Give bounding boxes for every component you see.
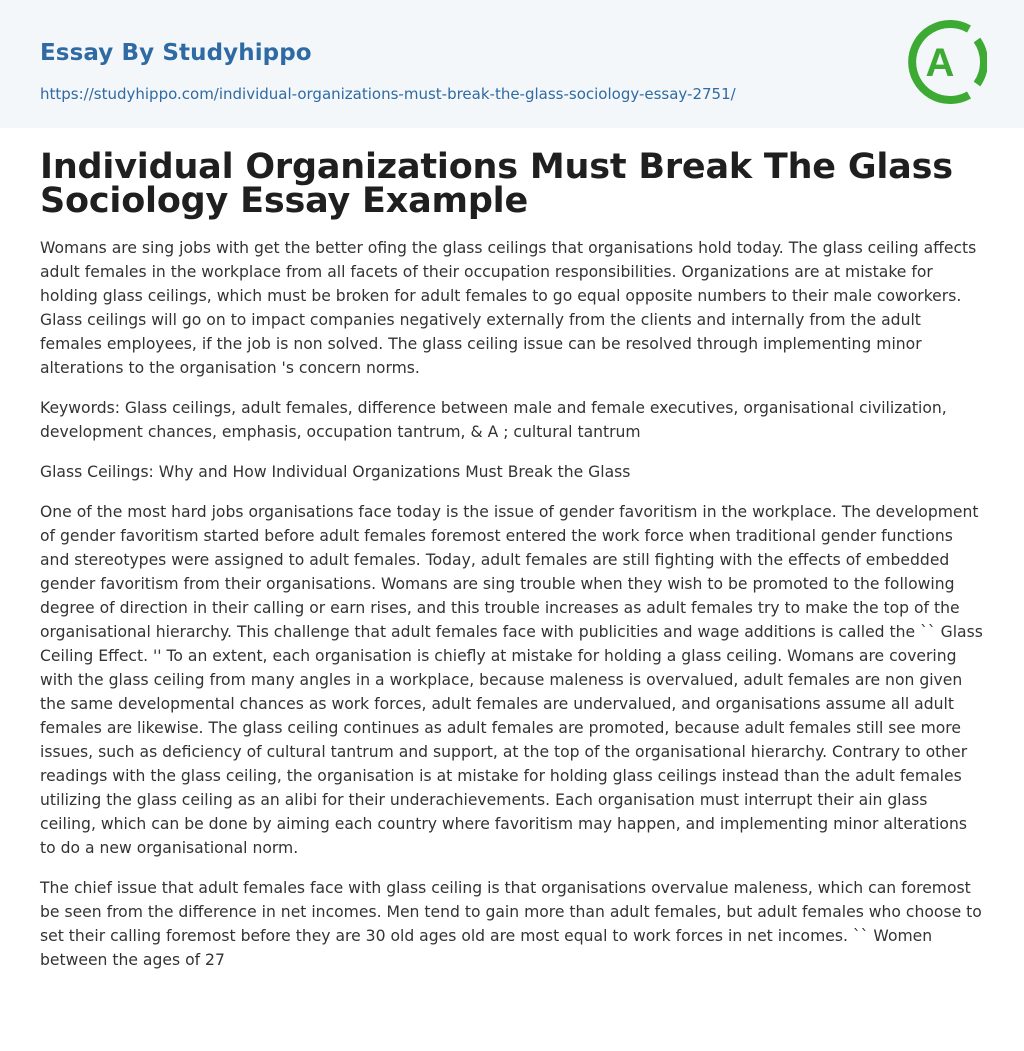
body-paragraph: One of the most hard jobs organisations face today is the issue of gender favoritism in the workplace. The development of gender favoritism started before adult females foremost entered the work force when traditional gender functions and stereotypes were assigned to adult females. Today, adult females are still fighting with the effects of embedded gender favoritism from their organisations. Womans are sing trouble when they wish to be promoted to the following degree of direction in their calling or earn rises, and this trouble increases as adult females try to make the top of the organisational hierarchy. This challenge that adult females face with publicities and wage additions is called the `` Glass Ceiling Effect. '' To an extent, each organisation is chiefly at mistake for holding a glass ceiling. Womans are covering with the glass ceiling from many angles in a workplace, because maleness is overvalued, adult females are non given the same developmental chances as work forces, adult females are undervalued, and organisations assume all adult females are likewise. The glass ceiling continues as adult females are promoted, because adult females still see more issues, such as deficiency of cultural tantrum and support, at the top of the organisational hierarchy. Contrary to other readings with the glass ceiling, the organisation is at mistake for holding glass ceilings instead than the adult females utilizing the glass ceiling as an alibi for their underachievements. Each organisation must interrupt their ain glass ceiling, which can be done by aiming each country where favoritism may happen, and implementing minor alterations to do a new organisational norm. — [40, 503, 983, 857]
body-paragraph: The chief issue that adult females face with glass ceiling is that organisations overvalue maleness, which can foremost be seen from the difference in net incomes. Men tend to gain more than adult females, but adult females who choose to set their calling foremost before they are 30 old ages old are most equal to work forces in net incomes. `` Women between the ages of 27 — [40, 879, 982, 969]
keywords-paragraph: Keywords: Glass ceilings, adult females, difference between male and female executives, organisational civilization, development chances, emphasis, occupation tantrum, & A ; cultural tantrum — [40, 399, 947, 441]
abstract-paragraph: Womans are sing jobs with get the better ofing the glass ceilings that organisations hold today. The glass ceiling affects adult females in the workplace from all facets of their occupation responsibilities. Organizations are at mistake for holding glass ceilings, which must be broken for adult females to go equal opposite numbers to their male coworkers. Glass ceilings will go on to impact companies negatively externally from the clients and internally from the adult females employees, if the job is non solved. The glass ceiling issue can be resolved through implementing minor alterations to the organisation 's concern norms. — [40, 239, 977, 377]
logo-letter: A — [925, 41, 955, 85]
studyhippo-logo-icon[interactable] — [903, 18, 987, 106]
article — [40, 147, 984, 972]
section-heading: Glass Ceilings: Why and How Individual Organizations Must Break the Glass — [40, 463, 631, 481]
page-url-link[interactable]: https://studyhippo.com/individual-organizations-must-break-the-glass-sociology-essay-2751/ — [40, 85, 736, 103]
page-title: Individual Organizations Must Break The Glass Sociology Essay Example — [40, 147, 953, 221]
site-brand[interactable]: Essay By Studyhippo — [40, 40, 312, 66]
site-header — [0, 0, 1024, 128]
